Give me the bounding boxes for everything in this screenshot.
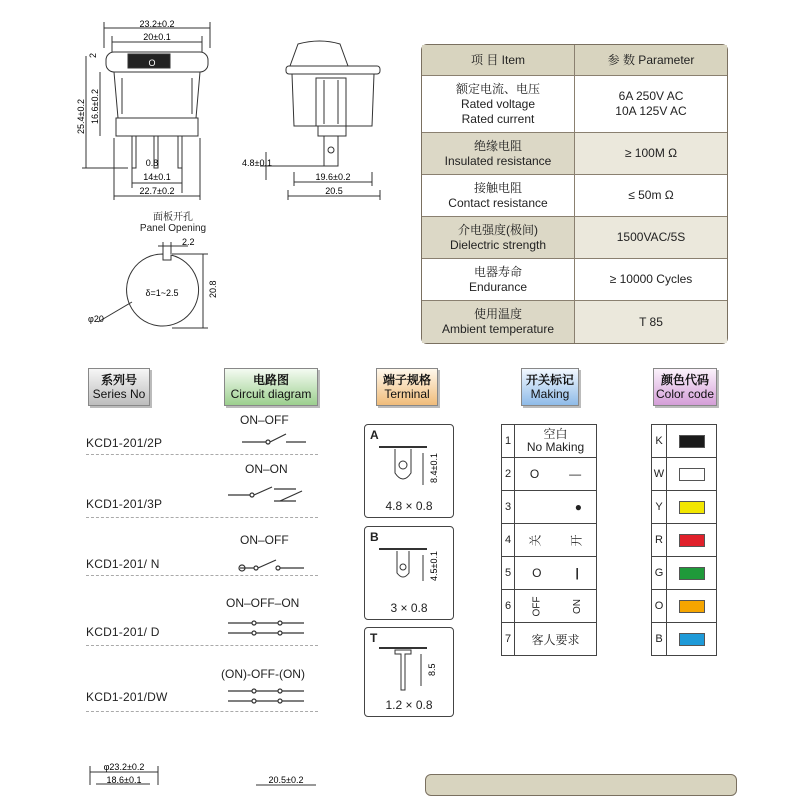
color-code: W xyxy=(652,458,667,490)
spec-row-value: ≤ 50m Ω xyxy=(628,188,674,202)
spec-row-en: Endurance xyxy=(468,279,528,294)
spec-row xyxy=(422,132,727,174)
color-code: O xyxy=(652,590,667,622)
making-en: No Making xyxy=(526,440,585,454)
making-row xyxy=(502,589,596,622)
header-color-en: Color code xyxy=(655,387,715,401)
making-row xyxy=(502,457,596,490)
header-color-cn: 颜色代码 xyxy=(660,373,709,387)
making-left: O xyxy=(529,467,540,481)
color-row xyxy=(652,589,716,622)
header-series-cn: 系列号 xyxy=(100,373,137,387)
spec-row-cn: 接触电阻 xyxy=(473,180,522,195)
header-terminal xyxy=(376,368,438,406)
terminal-size: 3 × 0.8 xyxy=(390,601,428,615)
making-number: 5 xyxy=(502,557,515,589)
side-view-drawing xyxy=(240,40,390,205)
making-left: OFF xyxy=(531,596,542,616)
spec-header-param: 参 数 Parameter xyxy=(607,52,695,67)
making-number: 7 xyxy=(502,623,515,655)
header-circuit-cn: 电路图 xyxy=(252,373,289,387)
header-making-en: Making xyxy=(530,387,570,401)
color-row xyxy=(652,490,716,523)
color-swatch xyxy=(679,600,705,613)
making-cn: 空白 xyxy=(543,427,568,441)
circuit-label: (ON)-OFF-(ON) xyxy=(221,667,305,681)
making-number: 2 xyxy=(502,458,515,490)
spec-row-cn: 介电强度(极间) xyxy=(458,222,538,237)
color-swatch xyxy=(679,501,705,514)
spec-row-value: T 85 xyxy=(639,314,663,329)
bottom-dim: 20.5±0.2 xyxy=(268,775,304,785)
making-left: 关 xyxy=(528,533,543,547)
color-swatch xyxy=(679,534,705,547)
series-model: KCD1-201/DW xyxy=(86,690,168,704)
bottom-dim: 18.6±0.1 xyxy=(106,775,142,785)
circuit-label: ON–ON xyxy=(245,462,288,476)
terminal-size: 1.2 × 0.8 xyxy=(385,698,433,712)
terminal-box xyxy=(364,424,454,518)
terminal-shape xyxy=(373,640,445,698)
header-series-en: Series No xyxy=(92,387,146,401)
header-circuit-en: Circuit diagram xyxy=(230,387,312,401)
spec-header-item: 项 目 Item xyxy=(422,45,575,75)
making-row xyxy=(502,523,596,556)
bottom-dim: φ23.2±0.2 xyxy=(103,762,145,772)
header-terminal-cn: 端子规格 xyxy=(382,373,431,387)
dim-base-width: 22.7±0.2 xyxy=(139,186,175,196)
bottom-partial-drawing xyxy=(80,758,320,785)
spec-row-en: Insulated resistance xyxy=(444,153,552,168)
terminal-length: 8.5 xyxy=(427,663,437,676)
bottom-partial-table xyxy=(425,774,737,796)
making-right: ● xyxy=(574,500,582,514)
spec-row-en: Contact resistance xyxy=(448,195,548,210)
color-code: G xyxy=(652,557,667,589)
spec-row-en: Rated voltage xyxy=(460,96,536,111)
series-model: KCD1-201/ D xyxy=(86,625,160,639)
header-terminal-en: Terminal xyxy=(384,387,430,401)
color-swatch xyxy=(679,567,705,580)
spec-header xyxy=(422,45,727,75)
color-code: K xyxy=(652,425,667,457)
dim-width: 23.2±0.2 xyxy=(139,19,175,29)
color-row xyxy=(652,523,716,556)
spec-row-cn: 额定电流、电压 xyxy=(455,81,540,96)
spec-row-cn: 使用温度 xyxy=(473,307,522,321)
color-swatch xyxy=(679,435,705,448)
color-swatch xyxy=(679,468,705,481)
series-model: KCD1-201/2P xyxy=(86,436,163,450)
spec-row-value: 1500VAC/5S xyxy=(616,230,686,244)
panel-thickness: δ=1~2.5 xyxy=(145,288,179,298)
dim-inner-width: 20±0.1 xyxy=(143,32,171,42)
front-view-drawing xyxy=(78,18,238,208)
mark-o: O xyxy=(148,58,156,68)
series-model: KCD1-201/3P xyxy=(86,497,163,511)
color-code: Y xyxy=(652,491,667,523)
dim-pin-width: 0.8 xyxy=(145,158,159,168)
making-row xyxy=(502,556,596,589)
color-row xyxy=(652,425,716,457)
dim-total-width: 20.5 xyxy=(325,186,343,196)
terminal-box xyxy=(364,627,454,717)
panel-opening-drawing xyxy=(88,236,228,346)
spec-row-value: 10A 125V AC xyxy=(615,104,687,118)
spec-row xyxy=(422,174,727,216)
making-number: 3 xyxy=(502,491,515,523)
terminal-length: 4.5±0.1 xyxy=(429,551,439,581)
terminal-letter: A xyxy=(370,428,379,442)
dim-top-gap: 2 xyxy=(88,52,98,58)
spec-row-cn: 绝缘电阻 xyxy=(473,138,522,153)
color-row xyxy=(652,457,716,490)
spec-row-en: Ambient temperature xyxy=(441,322,555,336)
panel-height: 20.8 xyxy=(208,280,218,298)
making-row xyxy=(502,490,596,523)
color-swatch xyxy=(679,633,705,646)
making-right: | xyxy=(575,566,579,580)
terminal-letter: T xyxy=(370,631,378,645)
color-table xyxy=(651,424,717,656)
color-row xyxy=(652,622,716,655)
series-model: KCD1-201/ N xyxy=(86,557,160,571)
terminal-letter: B xyxy=(370,530,379,544)
header-color xyxy=(653,368,717,406)
header-making xyxy=(521,368,579,406)
color-code: R xyxy=(652,524,667,556)
header-circuit xyxy=(224,368,318,406)
terminal-shape xyxy=(373,541,445,599)
making-number: 6 xyxy=(502,590,515,622)
panel-title-cn: 面板开孔 xyxy=(153,212,193,223)
making-number: 1 xyxy=(502,425,515,457)
color-code: B xyxy=(652,623,667,655)
header-making-cn: 开关标记 xyxy=(525,373,574,387)
making-right: — xyxy=(569,467,582,481)
terminal-box xyxy=(364,526,454,620)
terminal-length: 8.4±0.1 xyxy=(429,453,439,483)
panel-notch: 2.2 xyxy=(182,237,195,247)
circuit-label: ON–OFF xyxy=(240,533,289,547)
making-right: ON xyxy=(571,598,583,614)
dim-height-total: 25.4±0.2 xyxy=(76,99,86,134)
dim-body-width: 19.6±0.2 xyxy=(315,172,351,182)
spec-row xyxy=(422,258,727,300)
spec-row xyxy=(422,216,727,258)
spec-row-cn: 电器寿命 xyxy=(473,264,522,279)
color-row xyxy=(652,556,716,589)
panel-diameter: φ20 xyxy=(88,314,104,324)
panel-title xyxy=(128,212,218,234)
spec-row-en: Rated current xyxy=(461,111,535,126)
terminal-shape xyxy=(373,439,445,497)
making-table xyxy=(501,424,597,656)
spec-row-value: ≥ 10000 Cycles xyxy=(609,272,693,286)
making-row xyxy=(502,425,596,457)
header-series xyxy=(88,368,150,406)
circuit-label: ON–OFF xyxy=(240,413,289,427)
dim-pin-len: 4.8±0.1 xyxy=(242,158,272,168)
making-left: O xyxy=(532,566,542,580)
terminal-size: 4.8 × 0.8 xyxy=(385,499,433,513)
spec-row xyxy=(422,75,727,132)
dim-pin-pitch: 14±0.1 xyxy=(143,172,171,182)
making-cn: 客人要求 xyxy=(531,632,580,647)
circuit-label: ON–OFF–ON xyxy=(226,596,300,610)
panel-title-en: Panel Opening xyxy=(139,223,207,234)
spec-row xyxy=(422,300,727,343)
making-right: 开 xyxy=(569,533,584,547)
spec-row-value: 6A 250V AC xyxy=(618,89,684,103)
making-number: 4 xyxy=(502,524,515,556)
circuit-symbols xyxy=(222,425,322,715)
spec-row-value: ≥ 100M Ω xyxy=(624,146,678,160)
dim-height-body: 16.6±0.2 xyxy=(90,89,100,124)
making-row xyxy=(502,622,596,655)
spec-table xyxy=(421,44,728,344)
spec-row-en: Dielectric strength xyxy=(449,237,547,252)
